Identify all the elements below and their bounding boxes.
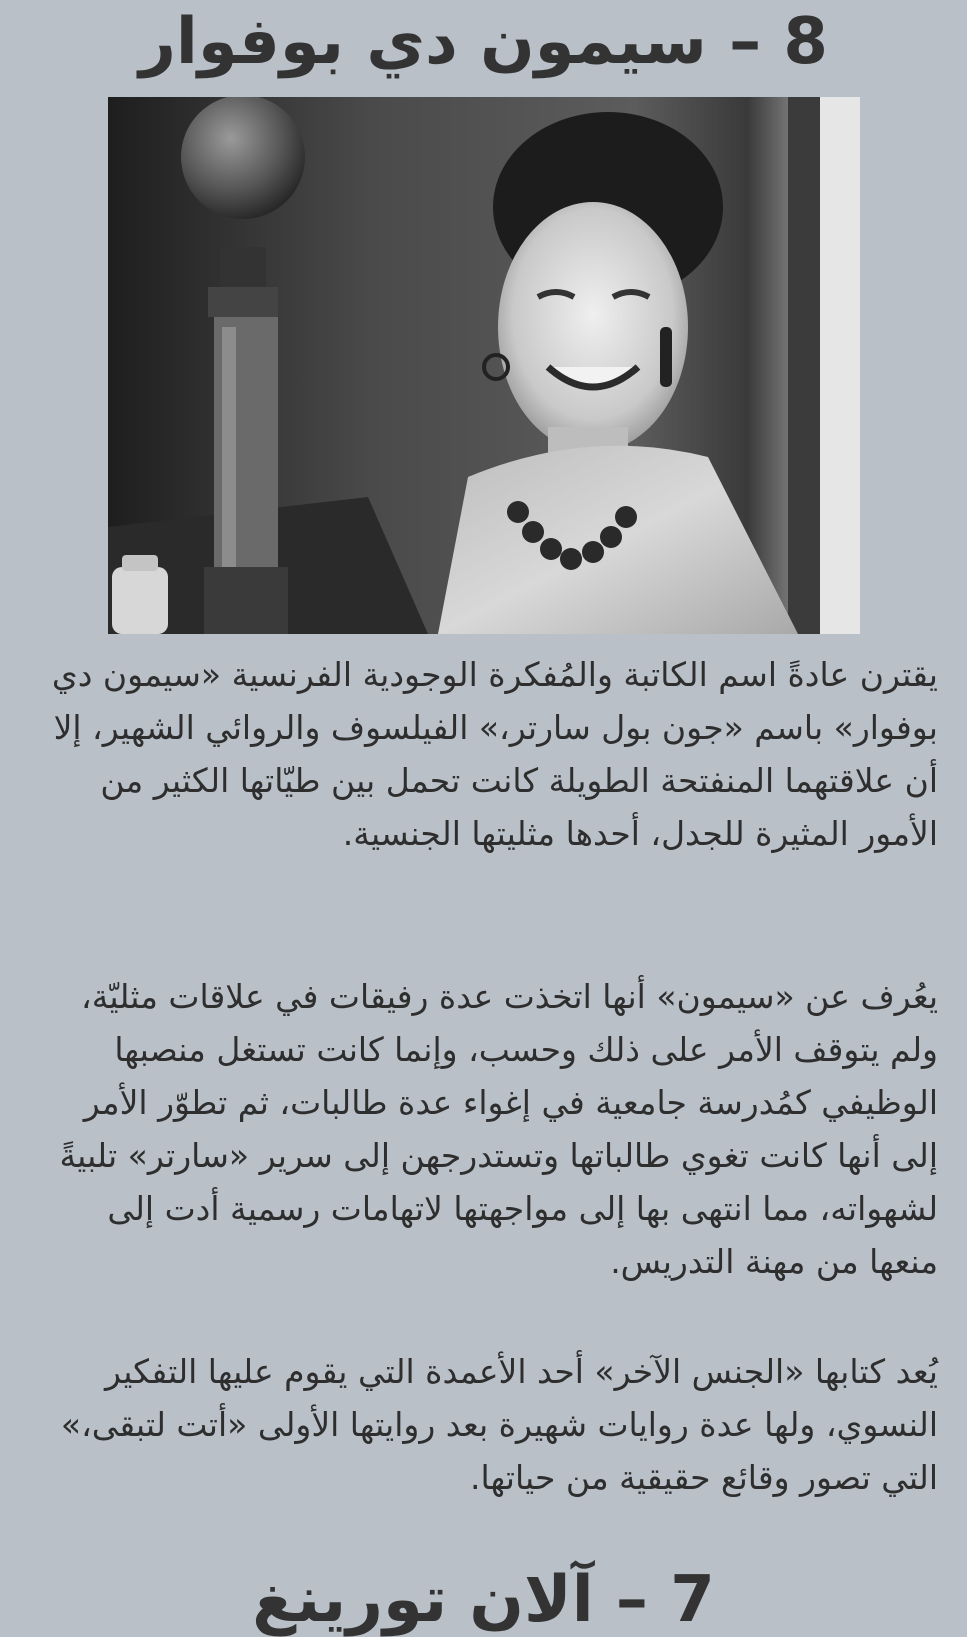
article-paragraph: يُعد كتابها «الجنس الآخر» أحد الأعمدة التي يقوم عليها التفكير النسوي، ولها عدة روايات شهيرة بعد روايتها الأولى «أتت لتبقى،» التي تصور وقائع حقيقية من حياتها. [60, 1352, 938, 1497]
section-heading: 8 – سيمون دي بوفوار [139, 5, 828, 79]
article-paragraph: يقترن عادةً اسم الكاتبة والمُفكرة الوجودية الفرنسية «سيمون دي بوفوار» باسم «جون بول سارتر،» الفيلسوف والروائي الشهير، إلا أن علاقتهما المنفتحة الطويلة كانت تحمل بين طيّاتها الكثير من الأمور المثيرة للجدل، أحدها مثليتها الجنسية. [51, 655, 938, 853]
portrait-photo [108, 97, 860, 634]
next-section-heading: 7 – آلان تورينغ [252, 1563, 715, 1637]
article-paragraph: يعُرف عن «سيمون» أنها اتخذت عدة رفيقات في علاقات مثليّة، ولم يتوقف الأمر على ذلك وحسب، وإنما كانت تستغل منصبها الوظيفي كمُدرسة جامعية في إغواء عدة طالبات، ثم تطوّر الأمر إلى أنها كانت تغوي طالباتها وتستدرجهن إلى سرير «سارتر» تلبيةً لشهواته، مما انتهى بها إلى مواجهتها لاتهامات رسمية أدت إلى منعها من مهنة التدريس. [59, 977, 938, 1281]
